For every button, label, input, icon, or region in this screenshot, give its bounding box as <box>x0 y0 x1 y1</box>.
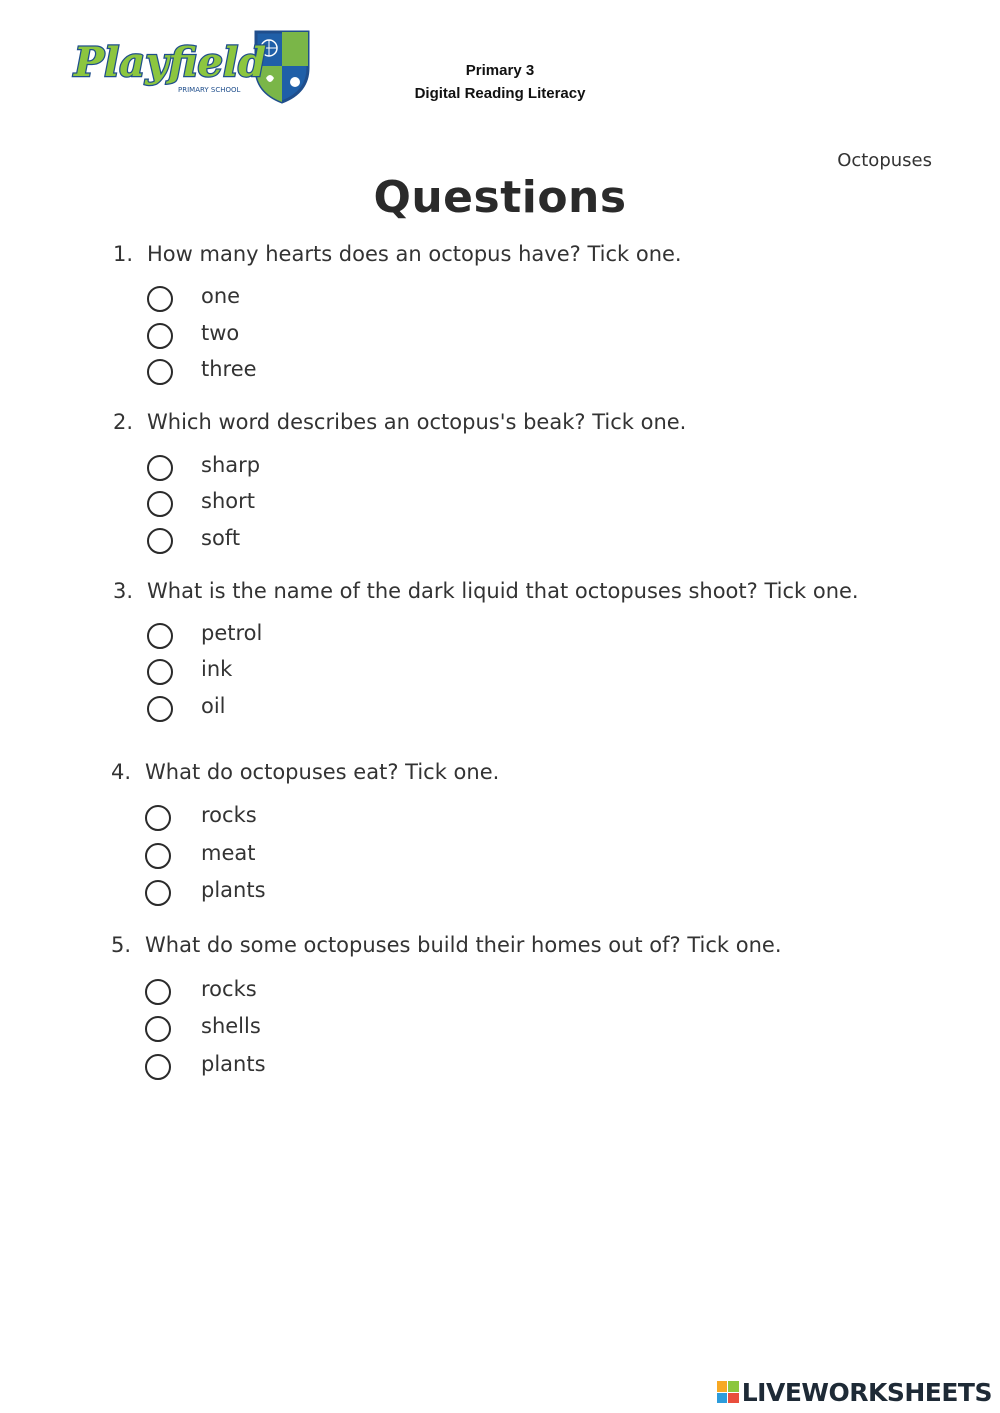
answer-option[interactable] <box>147 659 447 689</box>
radio-button[interactable] <box>145 1016 171 1042</box>
radio-button[interactable] <box>147 286 173 312</box>
answer-option[interactable] <box>147 623 447 653</box>
question-prompt <box>113 410 686 434</box>
playfield-logo-icon <box>70 28 315 104</box>
liveworksheets-wordmark: LIVEWORKSHEETS <box>741 1377 992 1407</box>
answer-option[interactable] <box>145 979 445 1009</box>
question-2 <box>113 410 687 550</box>
liveworksheets-icon <box>717 1381 739 1403</box>
option-label: sharp <box>201 453 261 477</box>
radio-button[interactable] <box>145 880 171 906</box>
option-label: shells <box>201 1014 261 1038</box>
option-label: plants <box>201 878 266 902</box>
option-label: oil <box>201 694 226 718</box>
option-label: rocks <box>201 977 257 1001</box>
answer-option[interactable] <box>145 880 445 910</box>
option-label: soft <box>201 526 241 550</box>
question-prompt <box>111 933 782 957</box>
question-number: 1. <box>113 242 134 266</box>
option-label: one <box>201 284 241 308</box>
radio-button[interactable] <box>147 323 173 349</box>
radio-button[interactable] <box>145 979 171 1005</box>
option-label: short <box>201 489 255 513</box>
question-text: How many hearts does an octopus have? Tick one. <box>147 242 682 266</box>
question-number: 5. <box>111 933 132 957</box>
answer-option[interactable] <box>147 528 447 558</box>
liveworksheets-brand <box>717 1377 992 1407</box>
answer-option[interactable] <box>147 491 447 521</box>
question-number: 3. <box>113 579 134 603</box>
radio-button[interactable] <box>145 843 171 869</box>
answer-option[interactable] <box>145 843 445 873</box>
question-1 <box>113 242 682 381</box>
answer-option[interactable] <box>147 359 447 389</box>
question-4 <box>111 760 500 902</box>
question-number: 4. <box>111 760 132 784</box>
option-label: petrol <box>201 621 263 645</box>
question-3 <box>113 579 859 718</box>
answer-option[interactable] <box>147 696 447 726</box>
question-text: What is the name of the dark liquid that octopuses shoot? Tick one. <box>147 579 859 603</box>
radio-button[interactable] <box>147 623 173 649</box>
radio-button[interactable] <box>147 491 173 517</box>
question-text: What do octopuses eat? Tick one. <box>145 760 500 784</box>
radio-button[interactable] <box>145 1054 171 1080</box>
option-label: three <box>201 357 257 381</box>
question-5 <box>111 933 782 1076</box>
school-logo <box>70 28 315 104</box>
radio-button[interactable] <box>145 805 171 831</box>
option-label: plants <box>201 1052 266 1076</box>
radio-button[interactable] <box>147 455 173 481</box>
grade-label: Primary 3 <box>465 62 535 79</box>
option-label: meat <box>201 841 256 865</box>
question-prompt <box>113 242 682 266</box>
radio-button[interactable] <box>147 359 173 385</box>
option-label: two <box>201 321 240 345</box>
answer-option[interactable] <box>147 323 447 353</box>
option-label: ink <box>201 657 233 681</box>
question-prompt <box>113 579 859 603</box>
topic-label: Octopuses <box>837 150 932 171</box>
option-label: rocks <box>201 803 257 827</box>
question-text: Which word describes an octopus's beak? Tick one. <box>147 410 687 434</box>
question-number: 2. <box>113 410 134 434</box>
radio-button[interactable] <box>147 659 173 685</box>
subject-label: Digital Reading Literacy <box>414 85 586 102</box>
answer-option[interactable] <box>147 455 447 485</box>
answer-option[interactable] <box>145 1054 445 1084</box>
radio-button[interactable] <box>147 528 173 554</box>
question-prompt <box>111 760 499 784</box>
logo-wordmark: Playfield <box>74 39 267 86</box>
answer-option[interactable] <box>145 1016 445 1046</box>
answer-option[interactable] <box>147 286 447 316</box>
logo-subtitle: PRIMARY SCHOOL <box>178 86 241 94</box>
page-title: Questions <box>373 172 627 223</box>
radio-button[interactable] <box>147 696 173 722</box>
question-text: What do some octopuses build their homes out of? Tick one. <box>145 933 782 957</box>
answer-option[interactable] <box>145 805 445 835</box>
